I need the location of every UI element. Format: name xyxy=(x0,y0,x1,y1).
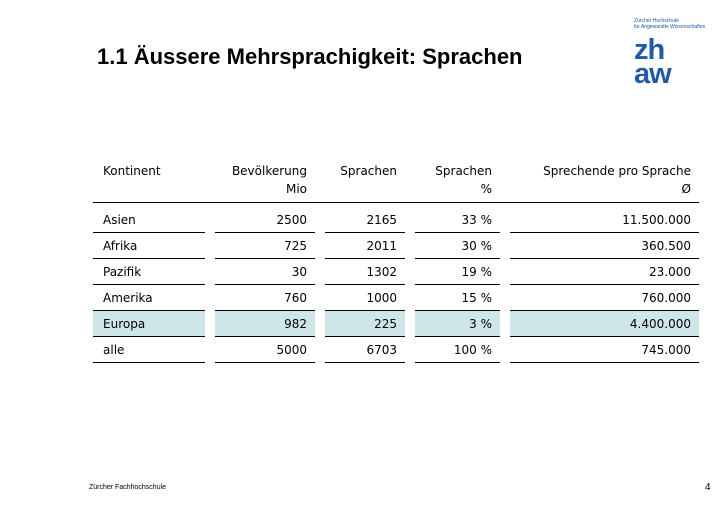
table-row: Afrika 725 2011 30 % 360.500 xyxy=(93,233,699,259)
zhaw-logo-text xyxy=(634,18,724,30)
footer-text: Zürcher Fachhochschule xyxy=(89,484,167,491)
page-number: 4 xyxy=(705,482,711,493)
logo-line-2: für Angewandte Wissenschaften xyxy=(634,24,706,30)
header-sprachen-prozent: Sprachen % xyxy=(415,157,500,203)
header-kontinent: Kontinent xyxy=(93,157,205,203)
table-row: alle 5000 6703 100 % 745.000 xyxy=(93,337,699,363)
header-sprachen: Sprachen xyxy=(325,157,405,203)
logo-line-1: Zürcher Hochschule xyxy=(634,18,679,24)
table-row-highlighted: Europa 982 225 3 % 4.400.000 xyxy=(93,311,699,337)
table-header-row xyxy=(93,157,699,203)
header-bevoelkerung: Bevölkerung Mio xyxy=(215,157,315,203)
logo-bottom: aw xyxy=(634,58,671,90)
slide-title: 1.1 Äussere Mehrsprachigkeit: Sprachen xyxy=(97,44,523,69)
zhaw-logo xyxy=(634,34,704,90)
languages-table xyxy=(93,157,699,363)
table-row: Pazifik 30 1302 19 % 23.000 xyxy=(93,259,699,285)
header-sprechende: Sprechende pro Sprache Ø xyxy=(510,157,699,203)
logo-top: zh xyxy=(634,34,665,66)
table-row: Amerika 760 1000 15 % 760.000 xyxy=(93,285,699,311)
table-row: Asien 2500 2165 33 % 11.500.000 xyxy=(93,207,699,233)
